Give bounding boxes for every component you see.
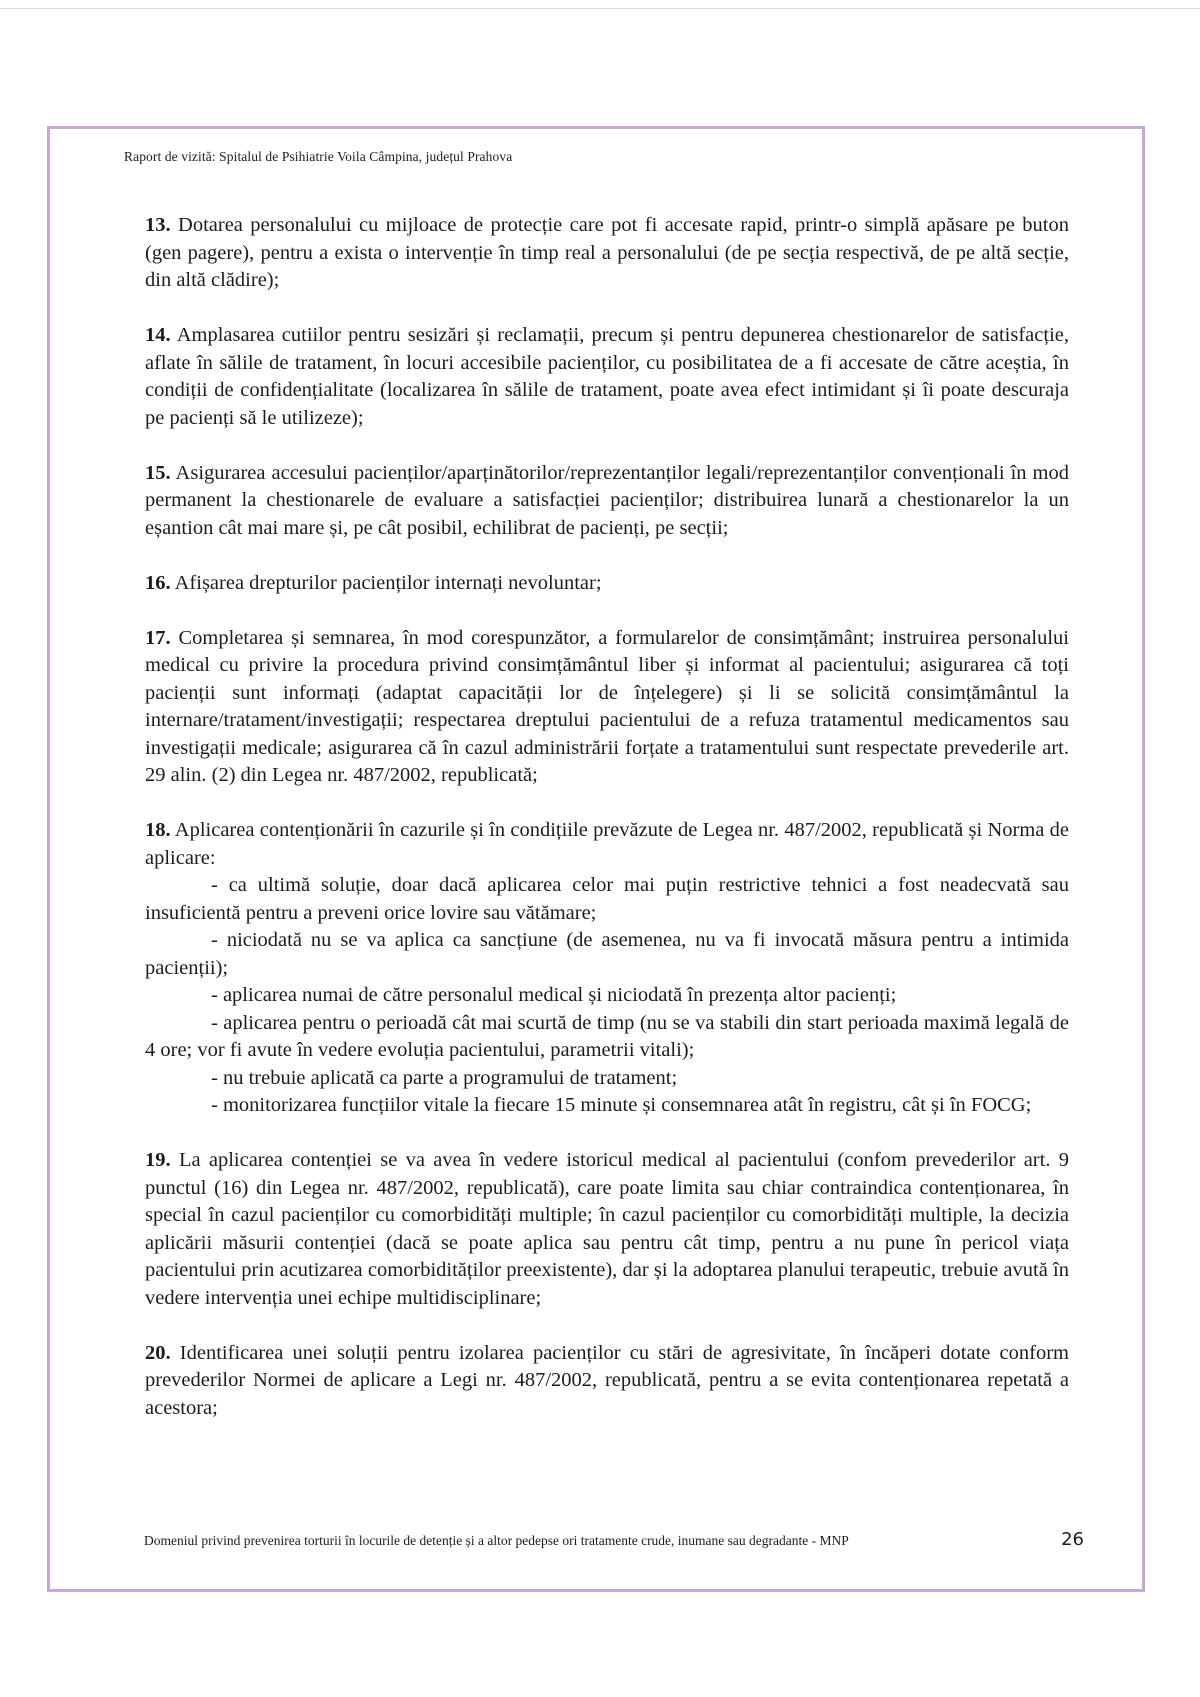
paragraph-18: [145, 817, 1069, 1120]
page-header: Raport de vizită: Spitalul de Psihiatrie Voila Câmpina, județul Prahova: [124, 149, 513, 164]
paragraph-text: La aplicarea contenției se va avea în vedere istoricul medical al pacientului (confom prevederilor art. 9 punctul (16) din Legea nr. 487/2002, republicată), care poate limita sau chiar contraindica contenționarea, în special în cazul pacienților cu comorbidități multiple; în cazul pacienților cu comorbidități multiple, la decizia aplicării măsurii contenției (dacă se poate aplica sau pentru cât timp, pentru a nu pune în pericol viața pacientului prin acutizarea comorbidităților preexistente), dar și la adoptarea planului terapeutic, trebuie avută în vedere intervenția unei echipe multidisciplinare;: [145, 1149, 1069, 1309]
paragraph-text: Amplasarea cutiilor pentru sesizări și reclamații, precum și pentru depunerea chestionarelor de satisfacție, aflate în sălile de tratament, în locuri accesibile pacienților, cu posibilitatea de a fi accesate de către aceștia, în condiții de confidențialitate (localizarea în sălile de tratament, poate avea efect intimidant și îi poate descuraja pe pacienți să le utilizeze);: [145, 324, 1069, 429]
paragraph-13: [145, 212, 1069, 295]
list-item: - aplicarea pentru o perioadă cât mai scurtă de timp (nu se va stabili din start perioada maximă legală de 4 ore; vor fi avute în vedere evoluția pacientului, parametrii vitali);: [145, 1011, 1069, 1061]
paragraph-text: Completarea și semnarea, în mod corespunzător, a formularelor de consimțământ; instruirea personalului medical cu privire la procedura privind consimțământul liber și informat al pacientului; asigurarea că toți pacienții sunt informați (adaptat capacității lor de înțelegere) și li se solicită consimțământul la internare/tratament/investigații; respectarea dreptului pacientului de a refuza tratamentul medicamentos sau investigații medicale; asigurarea că în cazul administrării forțate a tratamentului sunt respectate prevederile art. 29 alin. (2) din Legea nr. 487/2002, republicată;: [145, 626, 1069, 786]
document-body: [145, 212, 1069, 1422]
paragraph-number: 14.: [145, 324, 171, 346]
paragraph-18-intro: [145, 817, 1069, 872]
paragraph-text: Afișarea drepturilor pacienților internați nevoluntar;: [174, 571, 602, 594]
paragraph-number: 18.: [145, 819, 171, 841]
paragraph-text: Aplicarea contenționării în cazurile și în condițiile prevăzute de Legea nr. 487/2002, republicată și Norma de aplicare:: [145, 819, 1070, 869]
paragraph-text: Asigurarea accesului pacienților/aparținătorilor/reprezentanților legali/reprezentanților convenționali în mod permanent la chestionarele de evaluare a satisfacției pacienților; distribuirea lunară a chestionarelor la un eșantion cât mai mare și, pe cât posibil, echilibrat de pacienți, pe secții;: [145, 461, 1069, 539]
page-number: 26: [1061, 1529, 1084, 1550]
paragraph-19: [145, 1147, 1069, 1312]
list-item: - ca ultimă soluție, doar dacă aplicarea celor mai puțin restrictive tehnici a fost neadecvată sau insuficientă pentru a preveni orice lovire sau vătămare;: [145, 874, 1069, 924]
scan-edge-line: [0, 8, 1200, 9]
paragraph-number: 16.: [145, 571, 171, 594]
paragraph-16: [145, 570, 1069, 598]
footer-text: Domeniul privind prevenirea torturii în locurile de detenție și a altor pedepse ori tratamente crude, inumane sau degradante - MNP: [144, 1533, 849, 1548]
list-item: - nu trebuie aplicată ca parte a programului de tratament;: [211, 1066, 678, 1089]
list-item: - niciodată nu se va aplica ca sancțiune (de asemenea, nu va fi invocată măsura pentru a intimida pacienții);: [145, 929, 1069, 979]
paragraph-number: 15.: [145, 461, 171, 484]
paragraph-number: 17.: [145, 626, 171, 649]
paragraph-number: 19.: [145, 1149, 171, 1171]
paragraph-text: Dotarea personalului cu mijloace de protecție care pot fi accesate rapid, printr-o simplă apăsare pe buton (gen pagere), pentru a exista o intervenție în timp real a personalului (de pe secția respectivă, de pe altă secție, din altă clădire);: [145, 214, 1070, 291]
paragraph-number: 20.: [145, 1341, 171, 1364]
paragraph-17: [145, 625, 1069, 790]
paragraph-text: Identificarea unei soluții pentru izolarea pacienților cu stări de agresivitate, în încăperi dotate conform prevederilor Normei de aplicare a Legi nr. 487/2002, republicată, pentru a se evita contenționarea repetată a acestora;: [145, 1341, 1070, 1419]
paragraph-20: [145, 1340, 1069, 1423]
paragraph-number: 13.: [145, 214, 171, 236]
paragraph-15: [145, 460, 1069, 543]
list-item: - monitorizarea funcțiilor vitale la fiecare 15 minute și consemnarea atât în registru, cât și în FOCG;: [211, 1094, 1032, 1116]
list-item: - aplicarea numai de către personalul medical și niciodată în prezența altor pacienți;: [211, 984, 897, 1006]
paragraph-14: [145, 322, 1069, 432]
page-footer: [144, 1529, 1084, 1550]
